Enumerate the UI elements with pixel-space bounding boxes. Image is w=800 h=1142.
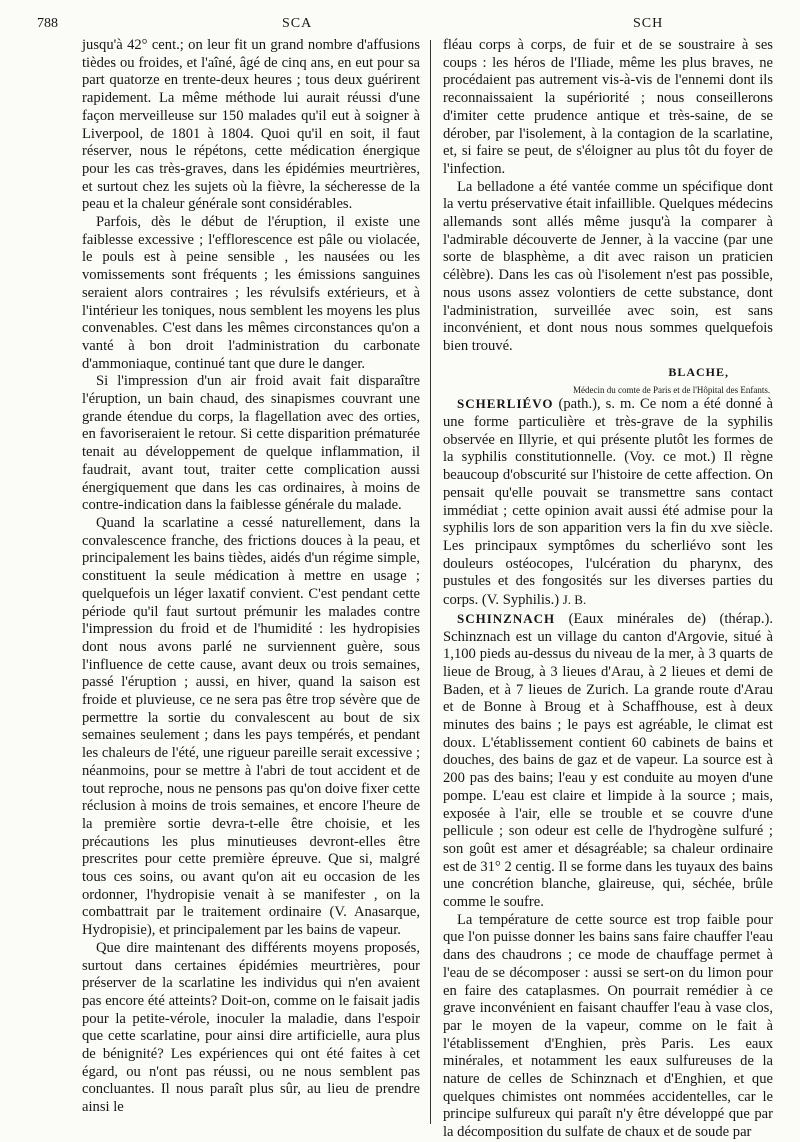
page-header [37, 16, 771, 36]
paragraph: Quand la scarlatine a cessé naturellement, dans la convalescence franche, des frictions douces à la peau, et principalement les bains tièdes, aidés d'un régime simple, constituent la seule médication à mettre en usage ; quelquefois un léger laxatif convient. C'est pendant cette période qu'il faut surtout prémunir les malades contre l'impression du froid et de l'humidité : les hydropisies dont nous avons parlé ne surviennent guère, sous l'influence de cette cause, avant deux ou trois semaines, passé l'éruption ; aussi, en hiver, quand la saison est froide et pluvieuse, ce ne sera pas être trop sévère que de permettre la sortie du convalescent au bout de six semaines seulement ; dans les pays tempérés, et pendant les chaleurs de l'été, une rigueur pareille serait excessive ; néanmoins, pour se mettre à l'abri de tout accident et de tout reproche, nous ne pensons pas qu'on doive fixer cette réclusion à moins de trois semaines, et encore l'heure de la première sortie devra-t-elle être choisie, et les précautions les plus minutieuses devront-elles être prescrites pour cette première épreuve. Que si, malgré tous ces soins, ou avant qu'on ait eu occasion de les ordonner, l'hydropisie venait à se manifester , on la combattrait par le traitement ordinaire (V. Anasarque, Hydropisie), et principalement par les bains de vapeur. [82, 514, 420, 939]
left-running-head: SCA [282, 16, 313, 31]
paragraph: fléau corps à corps, de fuir et de se soustraire à ses coups : les héros de l'Iliade, même les plus braves, ne procédaient pas autrement vis-à-vis de l'ennemi dont ils reconnaissaient la supériorité ; nous conseillerons d'imiter cette prudence antique et très-saine, de se dérober, par l'isolement, à la contagion de la scarlatine, et, si faire se peut, de s'éloigner au plus tôt du foyer de l'infection. [443, 37, 773, 177]
page-number: 788 [37, 16, 58, 31]
paragraph: Que dire maintenant des différents moyens proposés, surtout dans certaines épidémies meurtrières, pour préserver de la scarlatine les individus qui n'en avaient pas encore été atteints? Doit-on, comme on le faisait jadis pour la petite-vérole, inoculer la maladie, dans l'espoir que cette scarlatine, pour ainsi dire artificielle, aura plus de bénignité? Les expériences qui ont été faites à cet égard, ou n'ont pas réussi, ou ne nous semblent pas concluantes. Il nous paraît plus sûr, au lieu de prendre ainsi le [82, 939, 420, 1116]
paragraph: La température de cette source est trop faible pour que l'on puisse donner les bains sans faire chauffer l'eau dans des chaudrons ; ce mode de chauffage permet à l'eau de se décomposer : aussi se sert-on du limon pour en faire des cataplasmes. On pourrait remédier à ce grave inconvénient en faisant chauffer l'eau à vase clos, par le moyen de la vapeur, comme on le fait à l'établissement d'Enghien, près Paris. Les eaux minérales, et notamment les eaux sulfureuses de la nature de celles de Schinznach et d'Enghien, et que quelques chimistes ont nommées accidentelles, car le principe sulfureux qui paraît n'y être développé que par la décomposition du sulfate de chaux et de soude par [443, 911, 773, 1141]
entry-text: (path.), s. m. Ce nom a été donné à une forme particulière et très-grave de la syphilis observée en Illyrie, et qui présente plutôt les formes de la syphilis constitutionnelle. (Voy. ce mot.) Il règne beaucoup d'obscurité sur l'histoire de cette affection. On pensait qu'elle pouvait se transmettre sans contact immédiat ; cette opinion avait aussi été admise pour la syphilis lors de son apparition vers la fin du xve siècle. Les principaux symptômes du scherliévo sont les douleurs ostéocopes, l'ulcération du pharynx, des pustules et des fongosités sur les diverses parties du corps. (V. Syphilis.) [443, 396, 773, 609]
paragraph: La belladone a été vantée comme un spécifique dont la vertu préservative était infaillible. Quelques médecins allemands sont allés même jusqu'à la comparer à l'admirable découverte de Jenner, à la vaccine (par une sorte de blasphème, a dit avec raison un praticien célèbre). Dans les cas où l'isolement n'est pas possible, nous usons assez volontiers de cette substance, dont l'administration, surveillée avec soin, est sans inconvénient, et dont nous nous sommes quelquefois bien trouvé. [443, 178, 773, 354]
paragraph: Parfois, dès le début de l'éruption, il existe une faiblesse excessive ; l'efflorescence est pâle ou violacée, le pouls est à peine sensible , les nausées ou les vomissements sont fréquents ; les émissions sanguines seraient alors contraires ; les révulsifs extérieurs, et à l'intérieur les toniques, nous semblent les moyens les plus convenables. C'est dans les mêmes circonstances qu'on a vanté à bon droit l'administration du carbonate d'ammoniaque, continué tant que dure le danger. [82, 214, 420, 372]
entry-headword: SCHERLIÉVO [457, 396, 554, 412]
dictionary-entry-scherlievo [443, 395, 773, 609]
left-column [82, 37, 420, 1117]
column-divider [430, 40, 431, 1124]
right-column [443, 37, 773, 1142]
entry-byline: J. B. [562, 592, 587, 608]
author-signature: BLACHE, [668, 364, 729, 379]
entry-headword: SCHINZNACH [457, 610, 556, 626]
right-running-head: SCH [633, 16, 664, 31]
author-affiliation: Médecin du comte de Paris et de l'Hôpital des Enfants. [573, 385, 771, 396]
entry-text: (Eaux minérales de) (thérap.). Schinznach est un village du canton d'Argovie, situé à 1,100 pieds au-dessus du niveau de la mer, à 3 quarts de lieue de Broug, à 3 lieues d'Arau, à 2 lieues et demi de Baden, et à 7 lieues de Zurich. La grande route d'Arau et de Bonne à Broug et à Schaffhouse, est à deux minutes des bains ; le pays est agréable, le climat est doux. L'établissement contient 60 cabinets de bains et douches, des bains de gaz et de vapeur. La source est à 200 pas des bains; l'eau y est conduite au moyen d'une pompe. L'eau est claire et limpide à la source ; mais, exposée à l'air, elle se trouble et se couvre d'une pellicule ; son odeur est celle de l'hydrogène sulfuré ; son goût est amer et désagréable; sa chaleur ordinaire est de 31° 2 centig. Il se forme dans les tuyaux des bains une concrétion blanche, glaireuse, qui, séchée, brûle comme le soufre. [443, 610, 773, 911]
dictionary-entry-schinznach [443, 610, 773, 912]
paragraph: Si l'impression d'un air froid avait fait disparaître l'éruption, un bain chaud, des sinapismes couvrant une grande étendue du corps, la flagellation avec des orties, en favoriseraient le retour. Si cette disparition prématurée tenait au développement de quelque inflammation, il faudrait, avant tout, traiter cette complication aussi énergiquement que dans les cas ordinaires, à moins de contre-indication dans la faiblesse générale du malade. [82, 373, 420, 514]
paragraph: jusqu'à 42° cent.; on leur fit un grand nombre d'affusions tièdes ou froides, et l'aîné, âgé de cinq ans, en eut pour sa part quatorze en trente-deux heures ; tous deux guérirent rapidement. La même méthode lui aurait réussi d'une façon merveilleuse sur 150 malades qu'il eut à soigner à Liverpool, de 1801 à 1804. Quoi qu'il en soit, il faut réserver, nous le répétons, cette médication énergique pour les cas très-graves, dans les épidémies meurtrières, et surtout chez les sujets où la fièvre, la sécheresse de la peau et la chaleur générale sont considérables. [82, 37, 420, 213]
